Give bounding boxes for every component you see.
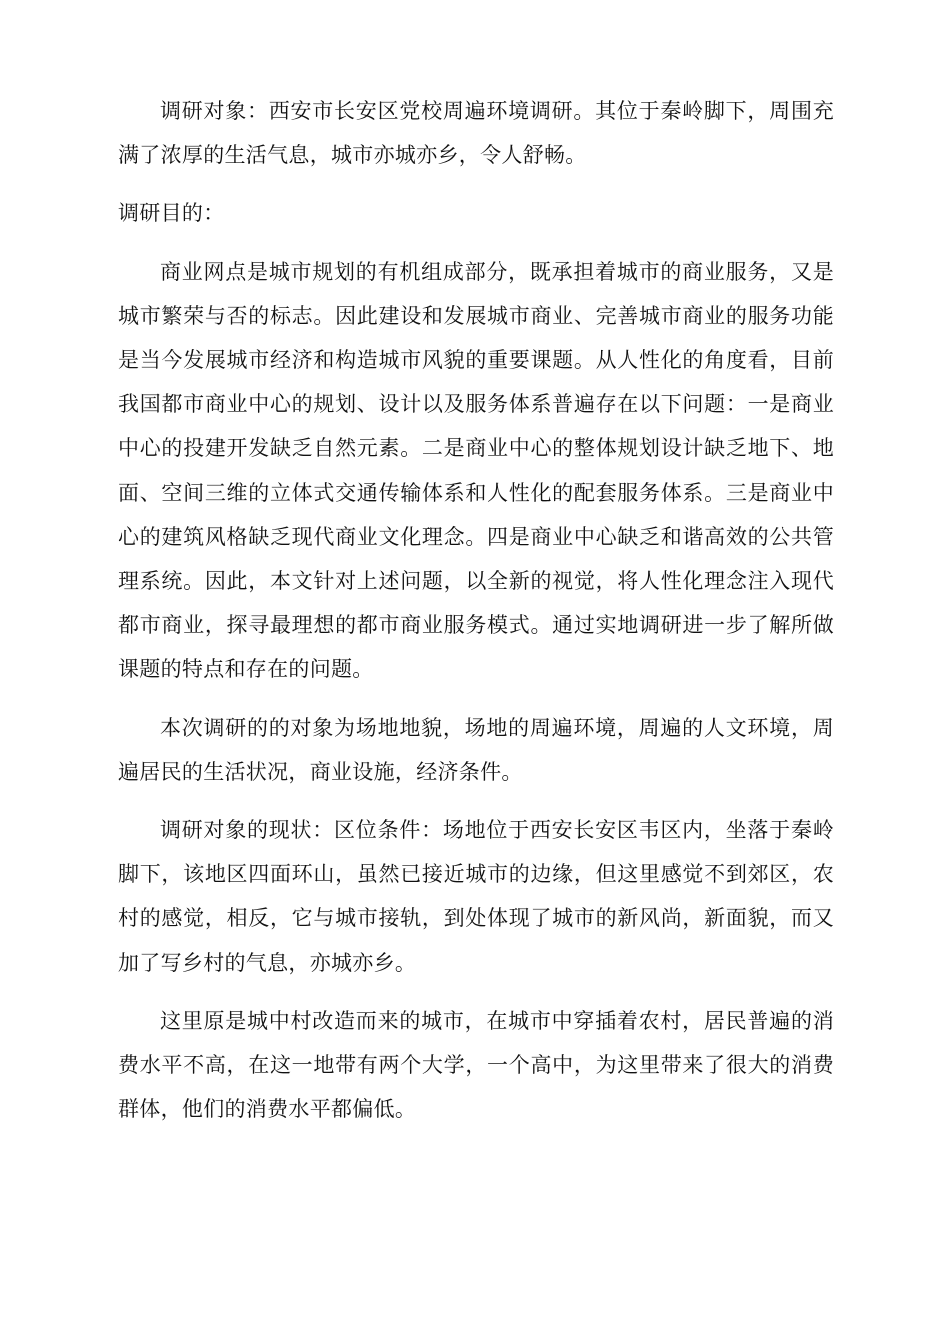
document-body (118, 89, 834, 1131)
paragraph-urban-village: 这里原是城中村改造而来的城市，在城市中穿插着农村，居民普遍的消费水平不高，在这一地带有两个大学，一个高中，为这里带来了很大的消费群体，他们的消费水平都偏低。 (118, 1008, 834, 1122)
paragraph-current-status: 调研对象的现状：区位条件：场地位于西安长安区韦区内，坐落于秦岭脚下，该地区四面环山，虽然已接近城市的边缘，但这里感觉不到郊区，农村的感觉，相反，它与城市接轨，到处体现了城市的新风尚，新面貌，而又加了写乡村的气息，亦城亦乡。 (118, 818, 834, 975)
paragraph-research-purpose-heading: 调研目的： (118, 201, 225, 226)
paragraph-research-subject: 调研对象：西安市长安区党校周遍环境调研。其位于秦岭脚下，周围充满了浓厚的生活气息，城市亦城亦乡，令人舒畅。 (118, 99, 834, 168)
paragraph-survey-objects: 本次调研的的对象为场地地貌，场地的周遍环境，周遍的人文环境，周遍居民的生活状况，商业设施，经济条件。 (118, 715, 834, 784)
paragraph-commercial-network: 商业网点是城市规划的有机组成部分，既承担着城市的商业服务，又是城市繁荣与否的标志。因此建设和发展城市商业、完善城市商业的服务功能是当今发展城市经济和构造城市风貌的重要课题。从人性化的角度看，目前我国都市商业中心的规划、设计以及服务体系普遍存在以下问题：一是商业中心的投建开发缺乏自然元素。二是商业中心的整体规划设计缺乏地下、地面、空间三维的立体式交通传输体系和人性化的配套服务体系。三是商业中心的建筑风格缺乏现代商业文化理念。四是商业中心缺乏和谐高效的公共管理系统。因此，本文针对上述问题，以全新的视觉，将人性化理念注入现代都市商业，探寻最理想的都市商业服务模式。通过实地调研进一步了解所做课题的特点和存在的问题。 (118, 259, 834, 682)
